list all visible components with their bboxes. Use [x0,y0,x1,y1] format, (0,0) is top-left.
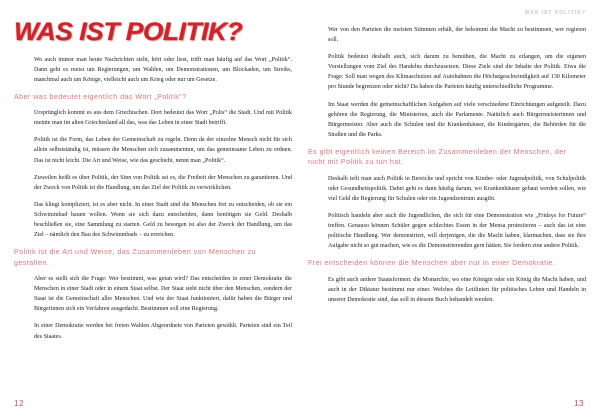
section-subheading: Es gibt eigentlich keinen Bereich im Zusammenleben der Menschen, der nicht mit Politik zu tun hat. [308,147,567,167]
body-paragraph: Zuweilen heißt es über Politik, der Sinn von Politik sei es, die Freiheit der Menschen zu garantieren. Und der Zweck von Politik ist die Handlung, um das Ziel der Politik zu verwirklichen. [34,174,292,191]
body-paragraph: Politisch handeln aber auch die Jugendlichen, die sich für eine Demonstration wie „Fridays for Future“ treffen. Genauso können Schüler gegen schlechtes Essen in der Mensa protestieren – auch das ist eine politische Handlung. Wer demonstriert, will derjenigen, die die Macht haben, klarmachen, dass sie ihre Aufgabe nicht so gut machen, wie es die Demonstrierenden gern hätten. Sie fordern eine andere Politik. [328,213,586,250]
page-title: WAS IST POLITIK? [13,18,243,46]
body-paragraph: Wer von den Parteien die meisten Stimmen erhält, der bekommt die Macht zu bestimmen, wer regieren soll. [328,27,586,44]
section-subheading: Frei entscheiden können die Menschen aber nur in einer Demokratie. [308,259,556,268]
body-paragraph: Deshalb teilt man auch Politik in Bereiche und spricht von Kinder- oder Jugendpolitik, von Schulpolitik oder Gesundheitspolitik. Dabei geht es dann häufig darum, wo Krankenhäuser gebaut werden sollen, wie viel Geld die Regierung für Schulen oder ein Jugendzentrum ausgibt. [328,175,586,202]
page-number-right: 13 [574,398,584,408]
body-paragraph: Ursprünglich kommt es aus dem Griechischen. Dort bedeutet das Wort „Polis“ die Stadt. Und mit Politik meinte man im alten Griechenland all das, was das Leben in einer Stadt betrifft. [34,110,292,127]
body-paragraph: Politik ist die Form, das Leben der Gemeinschaft zu regeln. Denn da der einzelne Mensch nicht für sich allein selbstständig ist, müssen die Menschen sich zusammentun, um das gemeinsame Leben zu ordnen. Das ist nicht leicht. Die Art und Weise, wie das geschieht, nennt man „Politik“. [34,137,292,164]
body-paragraph: Im Staat werden die gemeinschaftlichen Aufgaben auf viele verschiedene Einrichtungen aufgeteilt. Dazu gehören die Regierung, die Ministerien, auch die Parlamente. Natürlich auch Bürgermeisterinnen und Bürgermeister. Aber auch die Schulen und die Krankenhäuser, die Kindergärten, die Behörden für die Straßen und die Parks. [328,101,586,138]
page-number-left: 12 [14,398,24,408]
section-subheading: Aber was bedeutet eigentlich das Wort „Politik“? [14,92,187,101]
section-subheading: Politik ist die Art und Weise, das Zusammenleben von Menschen zu gestalten. [14,248,256,267]
page-right [300,0,600,420]
left-column-body [14,46,292,342]
body-paragraph: Es gibt auch andere Staatsformen: die Monarchie, wo eine Königin oder ein König die Macht haben, und auch in der Diktatur bestimmt nur einer. Welches die Leitlinien für politisches Leben und Handeln in unserer Demokratie sind, das soll in diesem Buch behandelt werden. [328,276,586,303]
body-paragraph: In einer Demokratie werden bei freien Wahlen Abgeordnete von Parteien gewählt. Parteien sind ein Teil des Staates. [34,323,292,340]
body-paragraph: Aber es stellt sich die Frage: Wer bestimmt, was getan wird? Das entscheiden in einer Demokratie die Menschen in einer Stadt oder in einem Staat selbst. Der Staat steht nicht über den Menschen, sondern der Staat ist die Gemeinschaft aller Menschen. Und wie der Staat funktioniert, dafür haben die Bürger und Bürgerinnen sich ein Verfahren ausgedacht. Bestimmen soll eine Regierung. [34,276,292,313]
body-paragraph: Das klingt kompliziert, ist es aber nicht. In einer Stadt sind die Menschen frei zu entscheiden, ob sie ein Schwimmbad bauen wollen. Wenn sie sich dazu entscheiden, dann benötigen sie Geld. Deshalb beschließen sie, eine Sammlung zu starten. Geld zu besorgen ist also der Zweck der Handlung, um das Ziel – nämlich den Bau des Schwimmbads – zu erreichen. [34,201,292,239]
body-paragraph: Politik bedeutet deshalb auch, sich darum zu bemühen, die Macht zu erlangen, um die eigenen Vorstellungen vom Ziel des Handelns durchzusetzen. Diese Ziele sind die Inhalte der Politik. Etwa die Frage: Soll man wegen des Klimaschutzes auf Autobahnen die Höchstgeschwindigkeit auf 130 Kilometer pro Stunde begrenzen oder nicht? Da haben die Parteien häufig unterschiedliche Programme. [328,54,586,91]
running-header: WAS IST POLITIK? [524,10,586,16]
body-paragraph: Wo auch immer man heute Nachrichten sieht, hört oder liest, trifft man häufig auf das Wort „Politik“. Dann geht es meist um Regierungen, um Wahlen, um Demonstrationen, um Blockaden, um Streiks, manchmal auch um Könige, vielleicht auch um Krieg oder nur um Gesetze. [34,56,292,83]
right-column-body [308,0,586,305]
